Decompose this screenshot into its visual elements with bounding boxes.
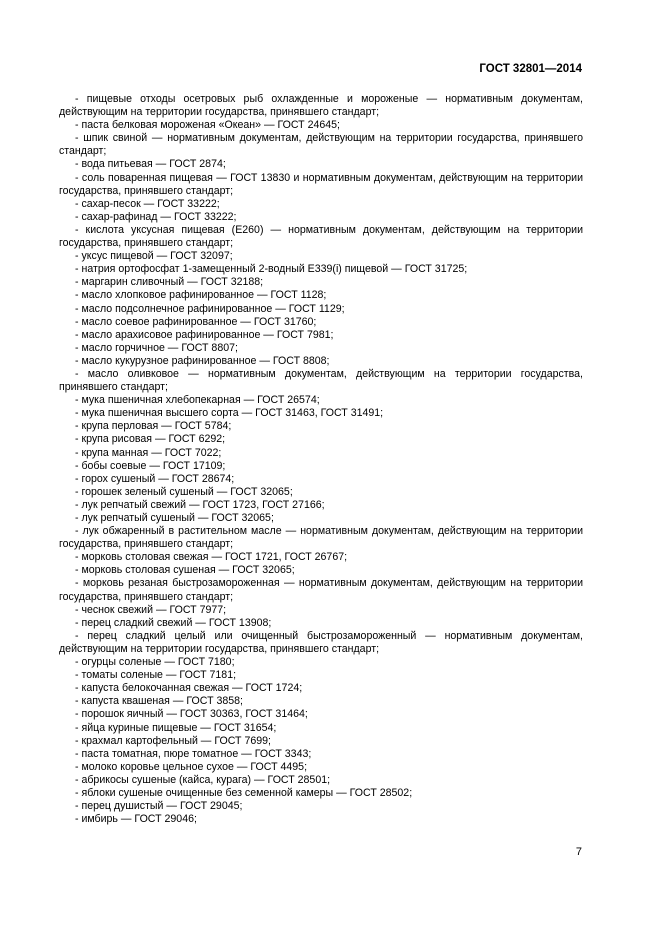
list-item: - абрикосы сушеные (кайса, курага) — ГОСТ 28501; — [75, 773, 331, 786]
list-item: - чеснок свежий — ГОСТ 7977; — [75, 603, 227, 616]
list-item: - паста томатная, пюре томатное — ГОСТ 3343; — [75, 747, 312, 760]
list-item: - лук обжаренный в растительном масле — нормативным документам, действующим на территории государства, принявшего стандарт; — [59, 525, 583, 551]
list-item: - масло хлопковое рафинированное — ГОСТ 1128; — [75, 289, 327, 302]
list-item: - лук репчатый свежий — ГОСТ 1723, ГОСТ 27166; — [75, 498, 325, 511]
list-item: - яблоки сушеные очищенные без семенной камеры — ГОСТ 28502; — [75, 786, 413, 799]
list-item: - мука пшеничная хлебопекарная — ГОСТ 26574; — [75, 394, 320, 407]
list-item: - томаты соленые — ГОСТ 7181; — [75, 669, 237, 682]
list-item: - масло горчичное — ГОСТ 8807; — [75, 341, 238, 354]
list-item: - горошек зеленый сушеный — ГОСТ 32065; — [75, 485, 293, 498]
list-item: - морковь резаная быстрозамороженная — нормативным документам, действующим на территории государства, принявшего стандарт; — [59, 577, 583, 603]
ingredient-standards-list — [59, 93, 583, 826]
list-item: - уксус пищевой — ГОСТ 32097; — [75, 250, 233, 263]
list-item: - крахмал картофельный — ГОСТ 7699; — [75, 734, 271, 747]
list-item: - капуста белокочанная свежая — ГОСТ 1724; — [75, 682, 303, 695]
list-item: - сахар-песок — ГОСТ 33222; — [75, 197, 220, 210]
list-item: - горох сушеный — ГОСТ 28674; — [75, 472, 235, 485]
list-item: - капуста квашеная — ГОСТ 3858; — [75, 695, 243, 708]
list-item: - соль поваренная пищевая — ГОСТ 13830 и нормативным документам, действующим на территории государства, принявшего стандарт; — [59, 171, 583, 197]
list-item: - шпик свиной — нормативным документам, действующим на территории государства, принявшего стандарт; — [59, 132, 583, 158]
page-number: 7 — [575, 846, 582, 858]
list-item: - сахар-рафинад — ГОСТ 33222; — [75, 210, 237, 223]
list-item: - масло оливковое — нормативным документам, действующим на территории государства, принявшего стандарт; — [59, 367, 583, 394]
list-item: - морковь столовая свежая — ГОСТ 1721, ГОСТ 26767; — [75, 551, 348, 564]
list-item: - маргарин сливочный — ГОСТ 32188; — [75, 276, 264, 289]
list-item: - порошок яичный — ГОСТ 30363, ГОСТ 31464; — [75, 708, 308, 721]
list-item: - молоко коровье цельное сухое — ГОСТ 4495; — [75, 760, 308, 773]
list-item: - огурцы соленые — ГОСТ 7180; — [75, 656, 235, 669]
list-item: - лук репчатый сушеный — ГОСТ 32065; — [75, 512, 274, 524]
list-item: - масло подсолнечное рафинированное — ГОСТ 1129; — [75, 302, 345, 315]
list-item: - масло арахисовое рафинированное — ГОСТ 7981; — [75, 328, 334, 341]
list-item: - крупа перловая — ГОСТ 5784; — [75, 420, 232, 433]
list-item: - крупа рисовая — ГОСТ 6292; — [75, 433, 226, 446]
list-item: - имбирь — ГОСТ 29046; — [75, 813, 197, 826]
document-code-header: ГОСТ 32801—2014 — [479, 63, 582, 75]
list-item: - мука пшеничная высшего сорта — ГОСТ 31463, ГОСТ 31491; — [75, 407, 384, 420]
list-item: - крупа манная — ГОСТ 7022; — [75, 446, 222, 459]
list-item: - масло кукурузное рафинированное — ГОСТ 8808; — [75, 354, 330, 367]
list-item: - вода питьевая — ГОСТ 2874; — [75, 158, 226, 171]
list-item: - перец сладкий свежий — ГОСТ 13908; — [75, 616, 272, 629]
list-item: - масло соевое рафинированное — ГОСТ 31760; — [75, 315, 317, 328]
list-item: - бобы соевые — ГОСТ 17109; — [75, 459, 226, 472]
list-item: - паста белковая мороженая «Океан» — ГОСТ 24645; — [75, 119, 340, 132]
list-item: - перец душистый — ГОСТ 29045; — [75, 800, 243, 813]
list-item: - яйца куриные пищевые — ГОСТ 31654; — [75, 721, 277, 734]
list-item: - натрия ортофосфат 1-замещенный 2-водный Е339(i) пищевой — ГОСТ 31725; — [75, 263, 468, 276]
list-item: - перец сладкий целый или очищенный быстрозамороженный — нормативным документам, действующим на территории государства, принявшего стандарт; — [59, 629, 583, 655]
list-item: - морковь столовая сушеная — ГОСТ 32065; — [75, 564, 295, 577]
list-item: - кислота уксусная пищевая (Е260) — нормативным документам, действующим на территории государства, принявшего стандарт; — [59, 223, 583, 250]
list-item: - пищевые отходы осетровых рыб охлажденные и мороженые — нормативным документам, действующим на территории государства, принявшего стандарт; — [59, 93, 583, 119]
